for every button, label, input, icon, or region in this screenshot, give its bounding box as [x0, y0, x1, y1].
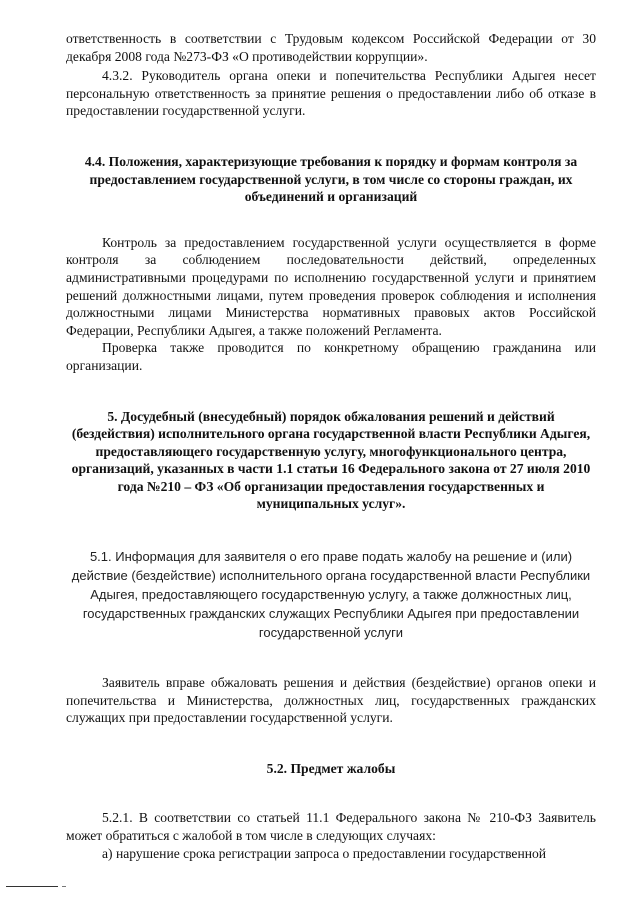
document-page [66, 30, 596, 862]
list-item-a: а) нарушение срока регистрации запроса о предоставлении государственной [102, 845, 547, 861]
paragraph-responsibility-continued: ответственность в соответствии с Трудовым кодексом Российской Федерации от 30 декабря 2008 года №273-ФЗ «О противодействии коррупции». [66, 31, 596, 64]
footer-scan-mark [6, 886, 58, 887]
heading-section-5: 5. Досудебный (внесудебный) порядок обжалования решений и действий (бездействия) исполнительного органа государственной власти Республики Адыгея, предоставляющего государственную услугу, многофункционального центра, организаций, указанных в части 1.1 статьи 16 Федерального закона от 27 июля 2010 года №210 – ФЗ «Об организации предоставления государственных и муниципальных услуг». [71, 408, 591, 512]
paragraph-appeal-right: Заявитель вправе обжаловать решения и действия (бездействие) органов опеки и попечительства и Министерства, должностных лиц, государственных гражданских служащих при предоставлении государственной услуги. [66, 675, 596, 726]
heading-section-5-1: 5.1. Информация для заявителя о его праве подать жалобу на решение и (или) действие (бездействие) исполнительного органа государственной власти Республики Адыгея, предоставляющего государственную услугу, а также должностных лиц, государственных гражданских служащих Республики Адыгея при предоставлении государственной услуги [71, 549, 591, 641]
paragraph-control: Контроль за предоставлением государственной услуги осуществляется в форме контроля за соблюдением последовательности действий, определенных административными процедурами по исполнению государственной услуги и принятием решений должностными лицами, путем проведения проверок соблюдения и исполнения должностными лицами Министерства нормативных правовых актов Российской Федерации, Республики Адыгея, а также положений Регламента. [66, 234, 596, 338]
heading-section-4-4: 4.4. Положения, характеризующие требования к порядку и формам контроля за предоставлением государственной услуги, в том числе со стороны граждан, их объединений и организаций [84, 153, 578, 205]
paragraph-5-2-1: 5.2.1. В соответствии со статьей 11.1 Федерального закона № 210-ФЗ Заявитель может обратиться с жалобой в том числе в следующих случаях: [66, 810, 596, 844]
paragraph-4-3-2: 4.3.2. Руководитель органа опеки и попечительства Республики Адыгея несет персональную ответственность за принятие решения о предоставлении либо об отказе в предоставлении государственной услуги. [66, 68, 596, 119]
paragraph-inspection: Проверка также проводится по конкретному обращению гражданина или организации. [66, 340, 596, 373]
heading-section-5-2: 5.2. Предмет жалобы [266, 760, 396, 776]
